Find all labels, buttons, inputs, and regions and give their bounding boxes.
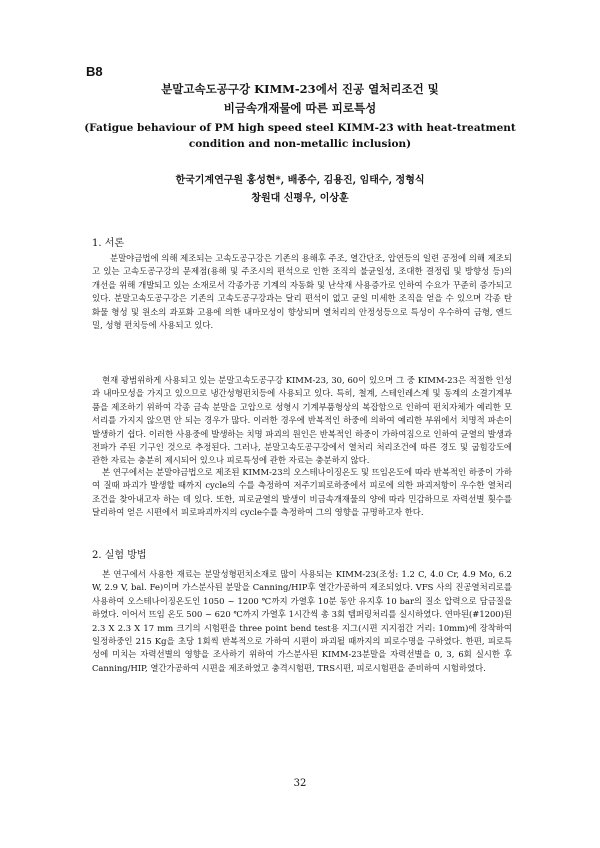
methods-paragraph-1: 본 연구에서 사용한 재료는 분말성형펀치소재로 많이 사용되는 KIMM-23(조성: 1.2 C, 4.0 Cr, 4.9 Mo, 6.2 W, 2.9 V, bal. Fe)이며 가스분사된 분말을 Canning/HIP후 열간가공하여 제조되었다. VFS 사의 진공열처리로를 사용하여 오스테나이징온도인 1050 ~ 1200 ℃까지 가열후 10분 동안 유지후 10 bar의 질소 압력으로 담금질을 하였다. 이어서 뜨임 온도 500 ~ 620 ℃까지 가열후 1시간씩 총 3회 템퍼링처리를 실시하였다. 연마된(#1200)된 2.3 X 2.3 X 17 mm 크기의 시험편을 three point bend test용 지그(시편 지지점간 거리: 10mm)에 장착하여 일정하중인 215 Kg을 초당 1회씩 반복적으로 가하여 시편이 파괴될 때까지의 피로수명을 구하였다. 한편, 피로특성에 미치는 자력선별의 영향을 조사하기 위하여 가스분사된 KIMM-23분말을 자력선별을 0, 3, 6회 실시한 후 Canning/HIP, 열간가공하여 시편을 제조하였고 충격시험편, TRS시편, 피로시험편을 준비하여 시험하였다. [92,569,512,673]
page-label: B8 [86,64,103,79]
intro-paragraph-1: 분말야금법에 의해 제조되는 고속도공구강은 기존의 용해후 주조, 열간단조, 압연등의 일련 공정에 의해 제조되고 있는 고속도공구강의 문제점(용해 및 주조시의 편석으로 인한 조직의 불균일성, 조대한 결정립 및 방향성 등)의 개선을 위해 개발되고 있는 소재로서 각종가공 기계의 자동화 및 난삭재 사용증가로 인하여 수요가 꾸준히 증가되고 있다. 분말고속도공구강은 기존의 고속도공구강과는 달리 편석이 없고 균일 미세한 조직을 얻을 수 있으며 각종 탄화물 형성 및 원소의 과포화 고용에 의한 내마모성이 향상되며 열처리의 안정성등으로 특성이 우수하여 금형, 엔드밀, 성형 펀치등에 사용되고 있다. [92,253,512,331]
intro-paragraph-3: 본 연구에서는 분말야금법으로 제조된 KIMM-23의 오스테나이징온도 및 뜨임온도에 따라 반복적인 하중이 가하여 질때 파괴가 발생할 때까지 cycle의 수를 측정하여 저주기피로하중에서 피로에 의한 파괴저항이 우수한 열처리 조건을 찾아내고자 하는 데 있다. 또한, 피로균열의 발생이 비금속개재물의 양에 따라 민감하므로 자력선별 횟수를 달리하여 얻은 시편에서 피로파괴까지의 cycle수를 측정하여 그의 영향을 규명하고자 한다. [92,467,512,518]
title-block [60,80,540,152]
authors-line-2: 창원대 신평우, 이상훈 [251,193,349,204]
author-block [60,172,540,208]
title-english-line-2: condition and non-metallic inclusion) [188,138,412,150]
section-heading-methods: 2. 실험 방법 [92,550,147,561]
page-number: 32 [293,778,307,789]
authors-line-1: 한국기계연구원 홍성현*, 배종수, 김용진, 임태수, 정형식 [175,175,425,186]
title-english-line-1: (Fatigue behaviour of PM high speed steel KIMM-23 with heat-treatment [84,122,516,134]
intro-paragraph-2: 현재 광범위하게 사용되고 있는 분말고속도공구강 KIMM-23, 30, 60이 있으며 그 중 KIMM-23은 적절한 인성과 내마모성을 가지고 있으므로 냉간성형펀치등에 사용되고 있다. 특히, 철계, 스테인레스계 및 동계의 소결기계부품을 제조하기 위하여 각종 금속 분말을 고압으로 성형시 기계부품형상의 복잡함으로 인하여 펀치자체가 예리한 모서리를 가지지 않으면 안 되는 경우가 많다. 이러한 경우에 반복적인 하중에 의하여 예리한 부위에서 치명적 파손이 발생하기 쉽다. 이러한 사용중에 발생하는 치명 파괴의 원인은 반복적인 하중이 가하여짐으로 인하여 균열의 발생과 전파가 주된 기구인 것으로 추정된다. 그러나, 분말고속도공구강에서 열처리 처리조건에 따른 경도 및 굽힘강도에 관한 자료는 충분히 제시되어 있으나 피로특성에 관한 자료는 충분하지 않다. [92,375,512,466]
title-korean-line-2: 비금속개재물에 따른 피로특성 [223,101,377,115]
title-korean-line-1: 분말고속도공구강 KIMM-23에서 진공 열처리조건 및 [161,82,439,96]
section-heading-introduction: 1. 서론 [92,238,125,249]
